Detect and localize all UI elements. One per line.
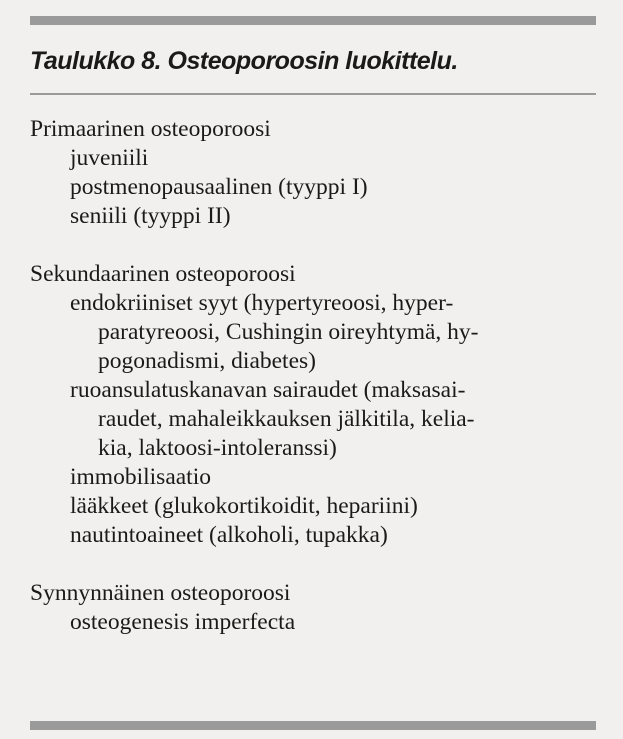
section-secondary [30, 260, 596, 550]
section-heading: Primaarinen osteoporoosi [30, 116, 271, 142]
top-border-bar [30, 16, 596, 25]
section-heading: Synnynnäinen osteoporoosi [30, 580, 291, 606]
list-item-continuation: raudet, mahaleikkauksen jälkitila, kelia- [98, 406, 475, 432]
section-congenital [30, 579, 596, 637]
list-item-continuation: pogonadismi, diabetes) [98, 348, 316, 374]
list-item-continuation: kia, laktoosi-intoleranssi) [98, 435, 337, 461]
list-item: postmenopausaalinen (tyyppi I) [70, 174, 368, 200]
table-title: Taulukko 8. Osteoporoosin luokittelu. [30, 47, 458, 75]
bottom-border-bar [30, 721, 596, 730]
list-item-continuation: paratyreoosi, Cushingin oireyhtymä, hy- [98, 319, 479, 345]
list-item: endokriiniset syyt (hypertyreoosi, hyper- [70, 290, 454, 316]
list-item: osteogenesis imperfecta [70, 609, 296, 635]
title-divider [30, 93, 596, 95]
section-primary [30, 115, 596, 231]
list-item: lääkkeet (glukokortikoidit, hepariini) [70, 493, 418, 519]
list-item: nautintoaineet (alkoholi, tupakka) [70, 522, 388, 548]
table-body [30, 115, 596, 637]
list-item: immobilisaatio [70, 464, 211, 490]
section-heading: Sekundaarinen osteoporoosi [30, 261, 296, 287]
list-item: juveniili [70, 145, 149, 171]
list-item: ruoansulatuskanavan sairaudet (maksasai- [70, 377, 466, 403]
list-item: seniili (tyyppi II) [70, 203, 231, 229]
